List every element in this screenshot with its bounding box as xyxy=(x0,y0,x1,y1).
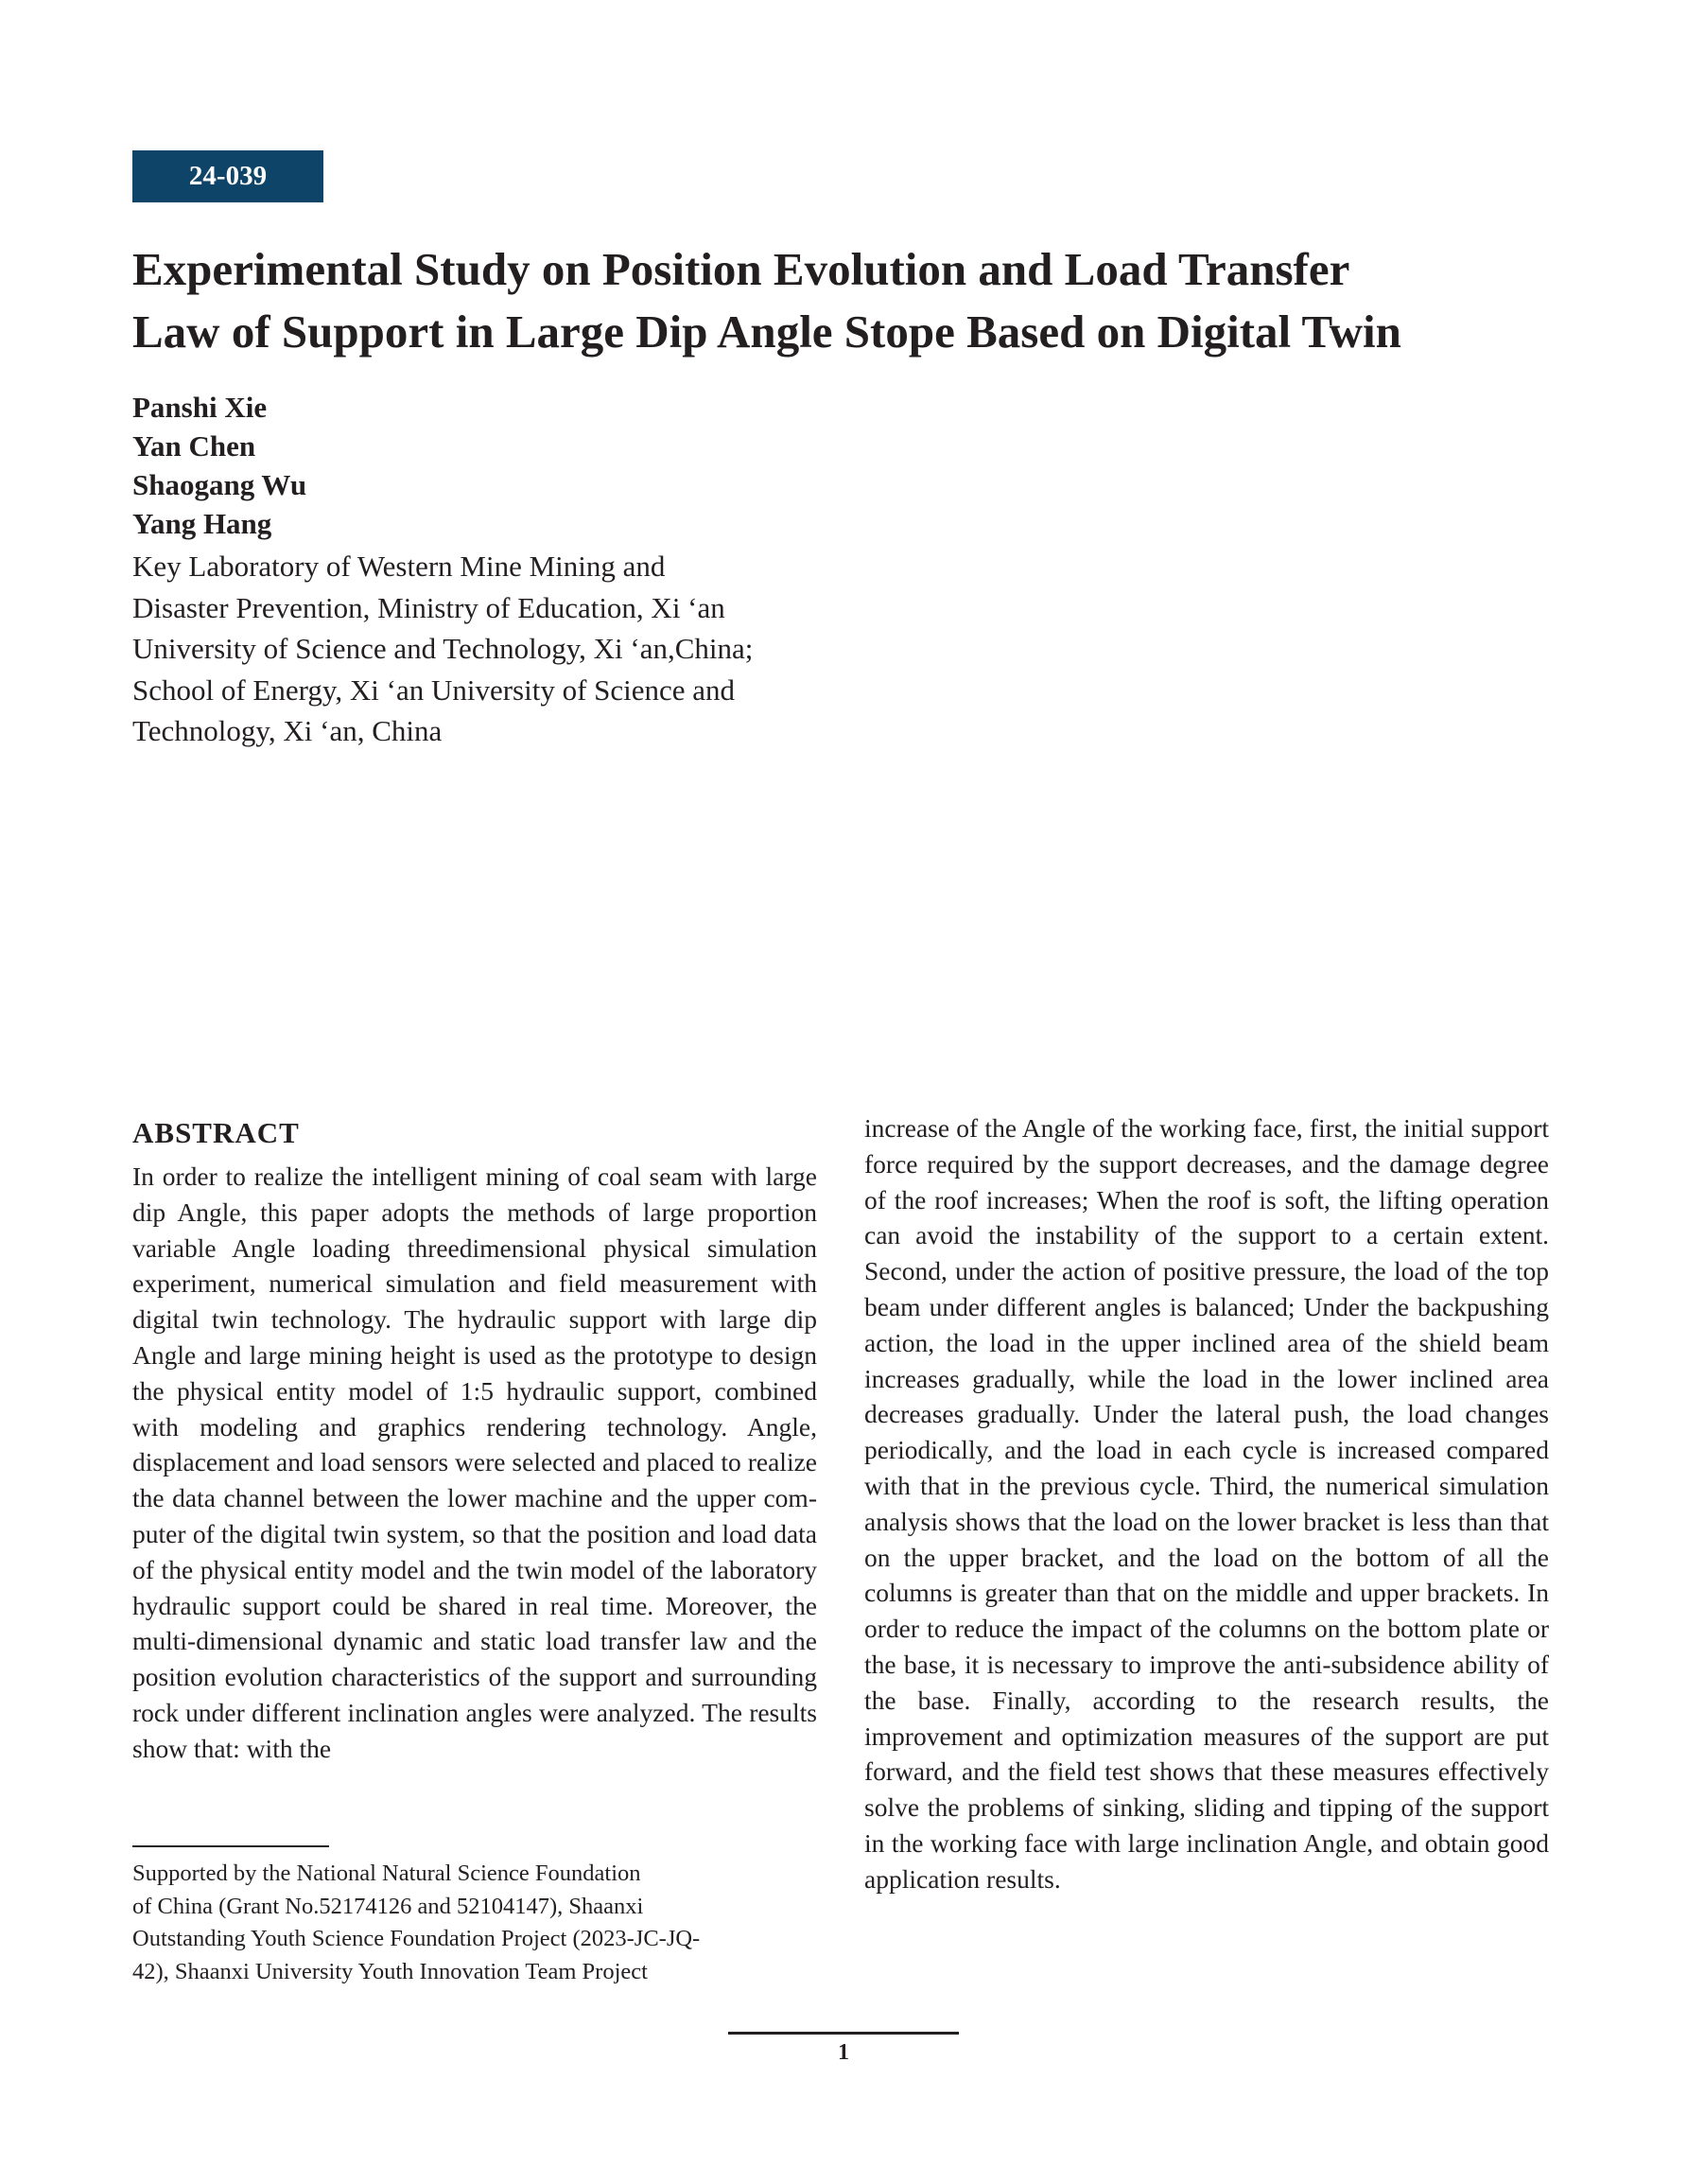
footnote-line: Outstanding Youth Science Foundation Project (2023-JC-JQ- xyxy=(132,1926,701,1951)
footnote-line: Supported by the National Natural Science Foundation xyxy=(132,1861,641,1886)
author-name: Yang Hang xyxy=(132,507,272,540)
page-number-divider xyxy=(728,2032,959,2035)
footnote-line: of China (Grant No.52174126 and 52104147), Shaanxi xyxy=(132,1893,644,1919)
affiliation-line: University of Science and Technology, Xi ‘an,China; xyxy=(132,632,754,665)
abstract-text-right: increase of the Angle of the working face, first, the initial support force required by the support decreases, and the damage degree of the roof increases; When the roof is soft, the lifting operation can avoid the instability of the support to a certain extent. Second, under the action of positive pressure, the load of the top beam under different angles is balanced; Under the backpushing action, the load in the upper inclined area of the shield beam increases gradually, while the load in the lower inclined area decreases gradually. Under the lateral push, the load changes periodically, and the load in each cycle is increased compared with that in the previous cycle. Third, the numerical simulation analysis shows that the load on the lower bracket is less than that on the upper bracket, and the load on the bottom of all the columns is greater than that on the middle and upper brackets. In order to reduce the impact of the columns on the bottom plate or the base, it is necessary to improve the anti-subsidence ability of the base. Finally, according to the research results, the improvement and optimization measures of the support are put forward, and the field test shows that these measures effectively solve the problems of sinking, sliding and tipping of the support in the working face with large inclination Angle, and obtain good application results. xyxy=(864,1113,1549,1894)
paper-title-line-1: Experimental Study on Position Evolution and Load Transfer xyxy=(132,243,1350,295)
affiliation-line: School of Energy, Xi ‘an University of Science and xyxy=(132,673,736,707)
footnote-divider xyxy=(132,1845,329,1847)
author-name: Panshi Xie xyxy=(132,391,268,424)
author-name: Shaogang Wu xyxy=(132,468,307,501)
paper-title-line-2: Law of Support in Large Dip Angle Stope Based on Digital Twin xyxy=(132,306,1401,358)
abstract-heading: ABSTRACT xyxy=(132,1116,300,1149)
author-name: Yan Chen xyxy=(132,429,256,463)
page-number: 1 xyxy=(838,2040,849,2065)
affiliation-line: Key Laboratory of Western Mine Mining and xyxy=(132,550,666,583)
abstract-text-left: In order to realize the intelligent mining of coal seam with large dip Angle, this paper adopts the methods of large proportion variable Angle loading threedimensional physical simulation experiment, numerical simulation and field measurement with digital twin technology. The hydraulic support with large dip Angle and large mining height is used as the prototype to design the physical entity model of 1:5 hydraulic support, combined with modeling and graphics rendering technology. Angle, displacement and load sensors were selected and placed to realize the data channel between the lower machine and the upper computer of the digital twin system, so that the position and load data of the physical entity model and the twin model of the laboratory hydraulic support could be shared in real time. Moreover, the multi-dimensional dynamic and static load transfer law and the position evolution characteristics of the support and surrounding rock under different inclination angles were analyzed. The results show that: with the xyxy=(132,1162,817,1763)
affiliation-line: Disaster Prevention, Ministry of Education, Xi ‘an xyxy=(132,590,725,624)
author-list xyxy=(132,388,306,543)
funding-footnote xyxy=(132,1858,700,1988)
affiliation xyxy=(132,546,753,752)
affiliation-line: Technology, Xi ‘an, China xyxy=(132,714,443,747)
paper-code-badge: 24-039 xyxy=(132,150,323,202)
abstract-column-right xyxy=(864,1110,1549,1897)
paper-title xyxy=(132,238,1551,363)
footnote-line: 42), Shaanxi University Youth Innovation Team Project xyxy=(132,1958,648,1984)
abstract-column-left xyxy=(132,1111,817,1767)
